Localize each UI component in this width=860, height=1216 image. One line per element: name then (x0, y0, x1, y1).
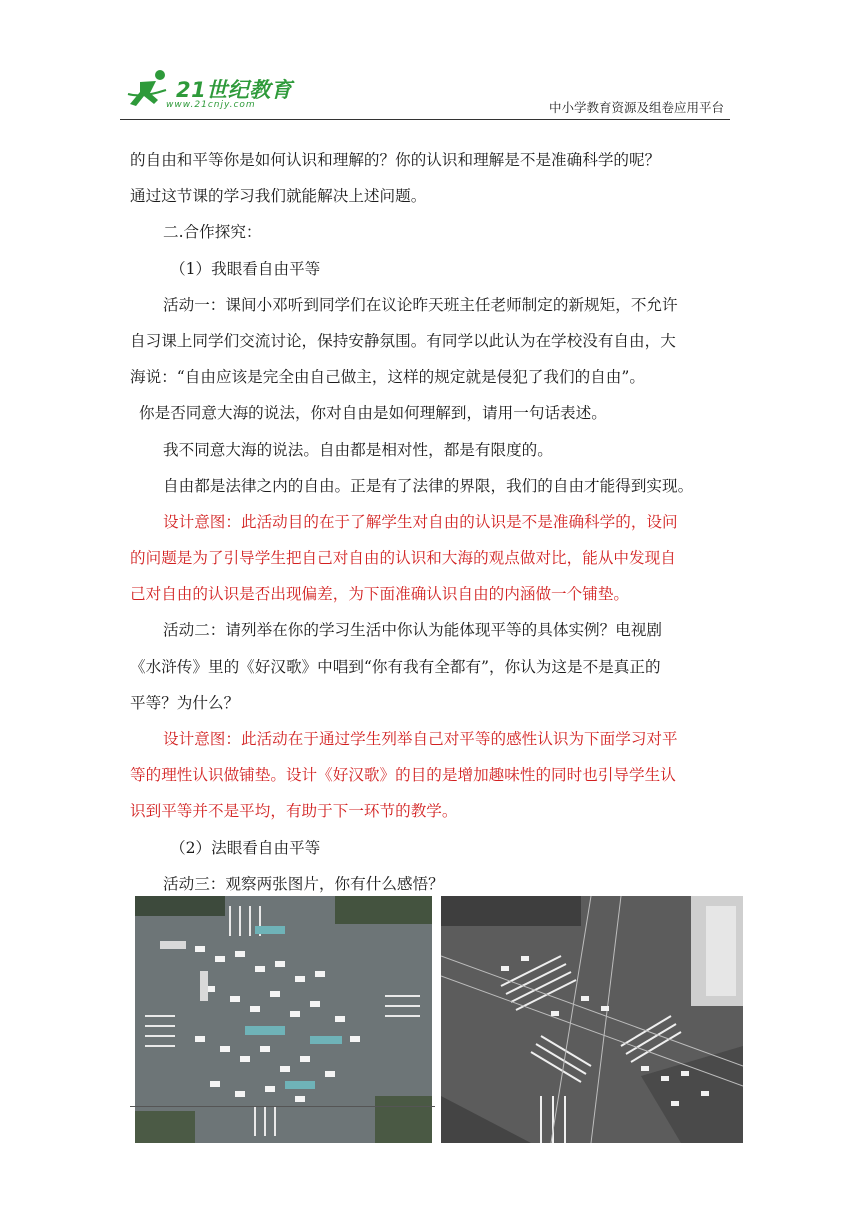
page-header (120, 62, 730, 120)
header-platform-text: 中小学教育资源及组卷应用平台 (548, 100, 724, 115)
paragraph-line: 你是否同意大海的说法，你对自由是如何理解到，请用一句话表述。 (139, 404, 607, 423)
header-divider (120, 119, 730, 120)
subsection-heading: （1）我眼看自由平等 (170, 259, 321, 278)
logo-text: 21世纪教育 (176, 78, 293, 102)
logo (126, 68, 326, 116)
paragraph-line: 活动三：观察两张图片，你有什么感悟？ (163, 874, 444, 893)
subsection-heading: （2）法眼看自由平等 (170, 838, 321, 857)
design-intent-line: 设计意图：此活动在于通过学生列举自己对平等的感性认识为下面学习对平 (163, 730, 678, 748)
design-intent-line: 等的理性认识做铺垫。设计《好汉歌》的目的是增加趣味性的同时也引导学生认 (130, 766, 676, 785)
paragraph-line: 活动二：请列举在你的学习生活中你认为能体现平等的具体实例？电视剧 (163, 621, 663, 640)
paragraph-line: 《水浒传》里的《好汉歌》中唱到“你有我有全都有”，你认为这是不是真正的 (130, 657, 661, 676)
paragraph-line: 自由都是法律之内的自由。正是有了法律的界限，我们的自由才能得到实现。 (163, 476, 694, 495)
paragraph-line: 我不同意大海的说法。自由都是相对性，都是有限度的。 (163, 440, 553, 459)
paragraph-line: 活动一：课间小邓听到同学们在议论昨天班主任老师制定的新规矩，不允许 (163, 295, 678, 314)
document-body (130, 142, 735, 902)
design-intent-line: 设计意图：此活动目的在于了解学生对自由的认识是不是准确科学的，设问 (163, 512, 678, 531)
design-intent-line: 的问题是为了引导学生把自己对自由的认识和大海的观点做对比，能从中发现自 (130, 549, 676, 568)
design-intent-line: 识到平等并不是平均，有助于下一环节的教学。 (130, 802, 458, 821)
paragraph-line: 通过这节课的学习我们就能解决上述问题。 (130, 187, 427, 206)
paragraph-line: 平等？为什么？ (130, 693, 240, 712)
paragraph-line: 自习课上同学们交流讨论，保持安静氛围。有同学以此认为在学校没有自由，大 (130, 331, 676, 350)
logo-url: www.21cnjy.com (166, 100, 256, 110)
design-intent-line: 己对自由的认识是否出现偏差，为下面准确认识自由的内涵做一个铺垫。 (130, 585, 630, 604)
paragraph-line: 的自由和平等你是如何认识和理解的？你的认识和理解是不是准确科学的呢？ (130, 151, 661, 169)
paragraph-line: 海说：“自由应该是完全由自己做主，这样的规定就是侵犯了我们的自由”。 (130, 368, 645, 387)
orderly-intersection-photo (441, 896, 743, 1143)
section-heading: 二.合作探究： (163, 223, 262, 242)
footer-divider (130, 1106, 435, 1107)
